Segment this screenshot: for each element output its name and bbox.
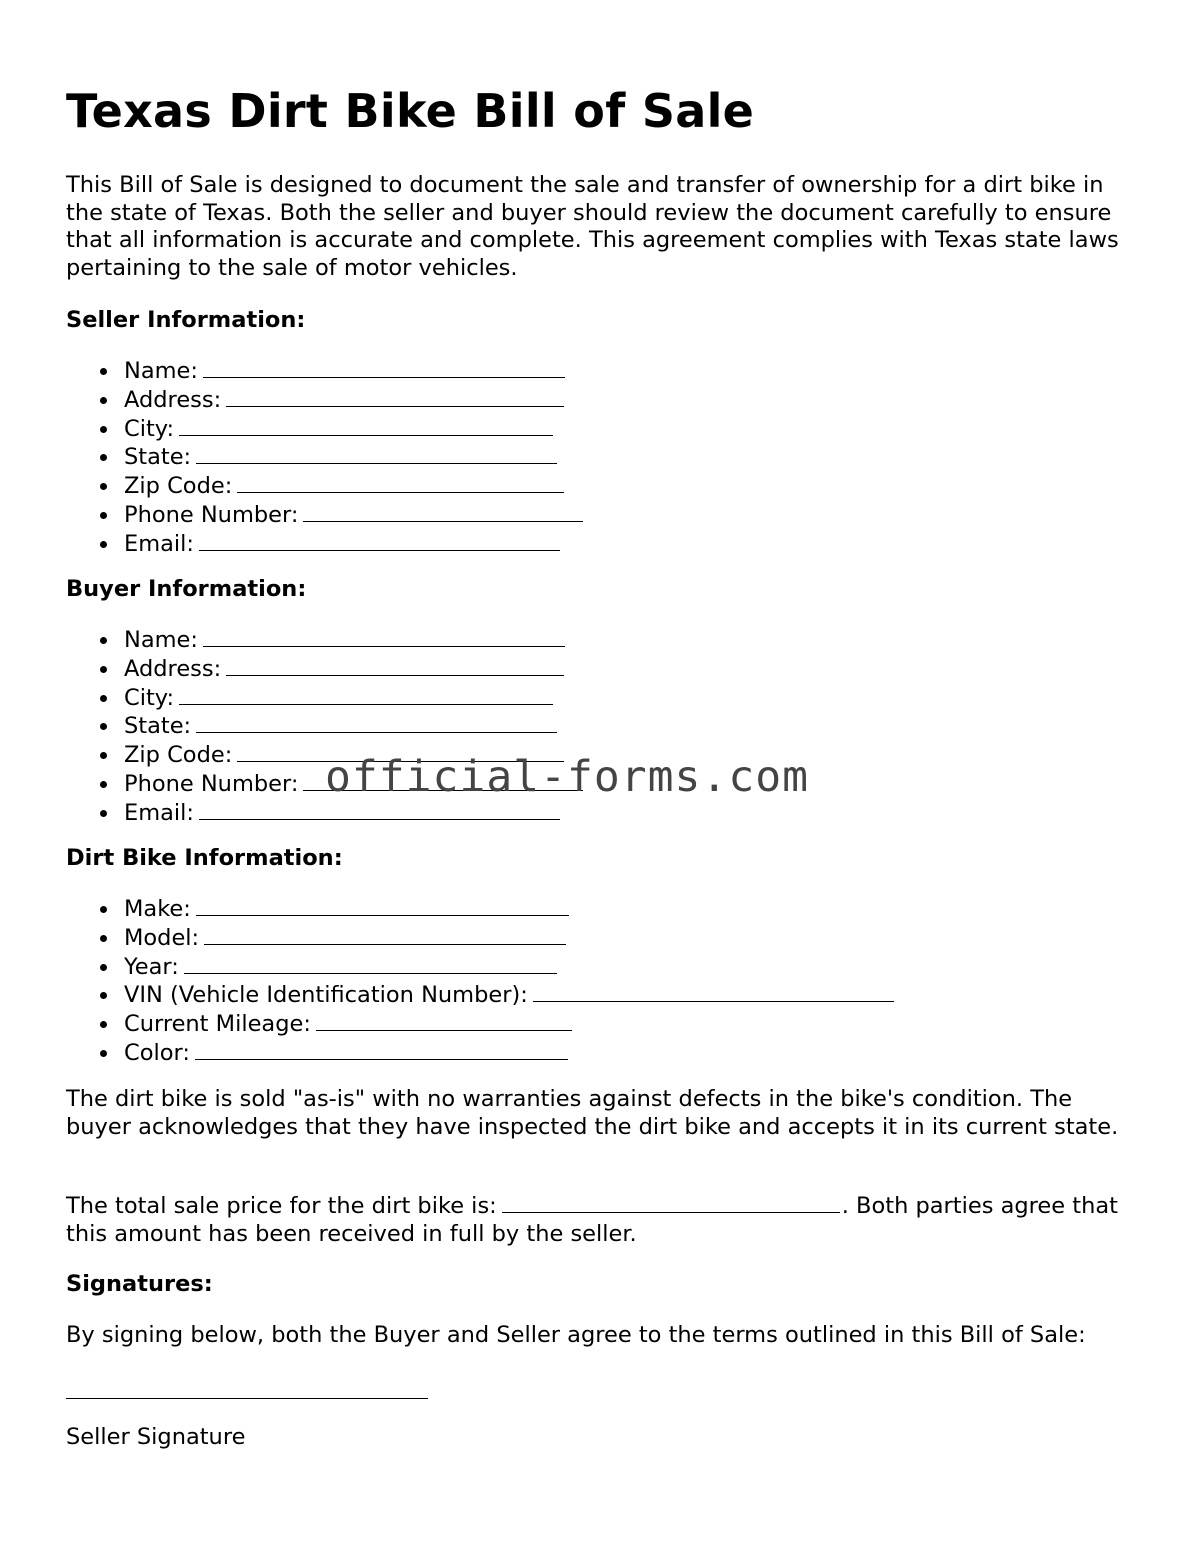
buyer-name-field[interactable]: Name: [66, 626, 583, 655]
buyer-address-field[interactable]: Address: [66, 655, 583, 684]
price-text-before: The total sale price for the dirt bike is: [66, 1193, 497, 1219]
bike-heading: Dirt Bike Information: [66, 845, 343, 871]
price-paragraph [66, 1192, 1136, 1248]
buyer-heading: Buyer Information: [66, 576, 307, 602]
buyer-city-field[interactable]: City: [66, 684, 583, 713]
seller-phone-field[interactable]: Phone Number: [66, 501, 583, 530]
bike-year-field[interactable]: Year: [66, 953, 894, 982]
seller-address-field[interactable]: Address: [66, 386, 583, 415]
seller-city-field[interactable]: City: [66, 415, 583, 444]
buyer-state-field[interactable]: State: [66, 712, 583, 741]
buyer-email-field[interactable]: Email: [66, 799, 583, 828]
bike-color-field[interactable]: Color: [66, 1039, 894, 1068]
bike-vin-field[interactable]: VIN (Vehicle Identification Number): [66, 981, 894, 1010]
buyer-phone-field[interactable]: Phone Number: [66, 770, 583, 799]
price-blank[interactable] [502, 1192, 840, 1213]
bike-make-field[interactable]: Make: [66, 895, 894, 924]
intro-paragraph: This Bill of Sale is designed to document the sale and transfer of ownership for a dirt bike in the state of Texas. Both the seller and buyer should review the document carefully to ensure that all information is accurate and complete. This agreement complies with Texas state laws pertaining to the sale of motor vehicles. [66, 172, 1119, 282]
seller-heading: Seller Information: [66, 307, 306, 333]
seller-name-field[interactable]: Name: [66, 357, 583, 386]
seller-zip-field[interactable]: Zip Code: [66, 472, 583, 501]
price-text-after: . Both parties agree that this amount has been received in full by the seller. [66, 1193, 1118, 1247]
bike-fields [66, 895, 894, 1068]
buyer-zip-field[interactable]: Zip Code: [66, 741, 583, 770]
seller-signature-line[interactable] [66, 1398, 428, 1399]
seller-email-field[interactable]: Email: [66, 530, 583, 559]
bike-model-field[interactable]: Model: [66, 924, 894, 953]
bike-mileage-field[interactable]: Current Mileage: [66, 1010, 894, 1039]
signatures-statement: By signing below, both the Buyer and Seller agree to the terms outlined in this Bill of Sale: [66, 1322, 1086, 1348]
watermark: official-forms.com [325, 752, 809, 802]
seller-fields [66, 357, 583, 559]
signatures-heading: Signatures: [66, 1271, 213, 1297]
seller-state-field[interactable]: State: [66, 443, 583, 472]
as-is-paragraph: The dirt bike is sold "as-is" with no warranties against defects in the bike's condition. The buyer acknowledges that they have inspected the dirt bike and accepts it in its current state. [66, 1086, 1119, 1140]
document-title: Texas Dirt Bike Bill of Sale [66, 84, 755, 138]
seller-signature-label: Seller Signature [66, 1424, 246, 1450]
